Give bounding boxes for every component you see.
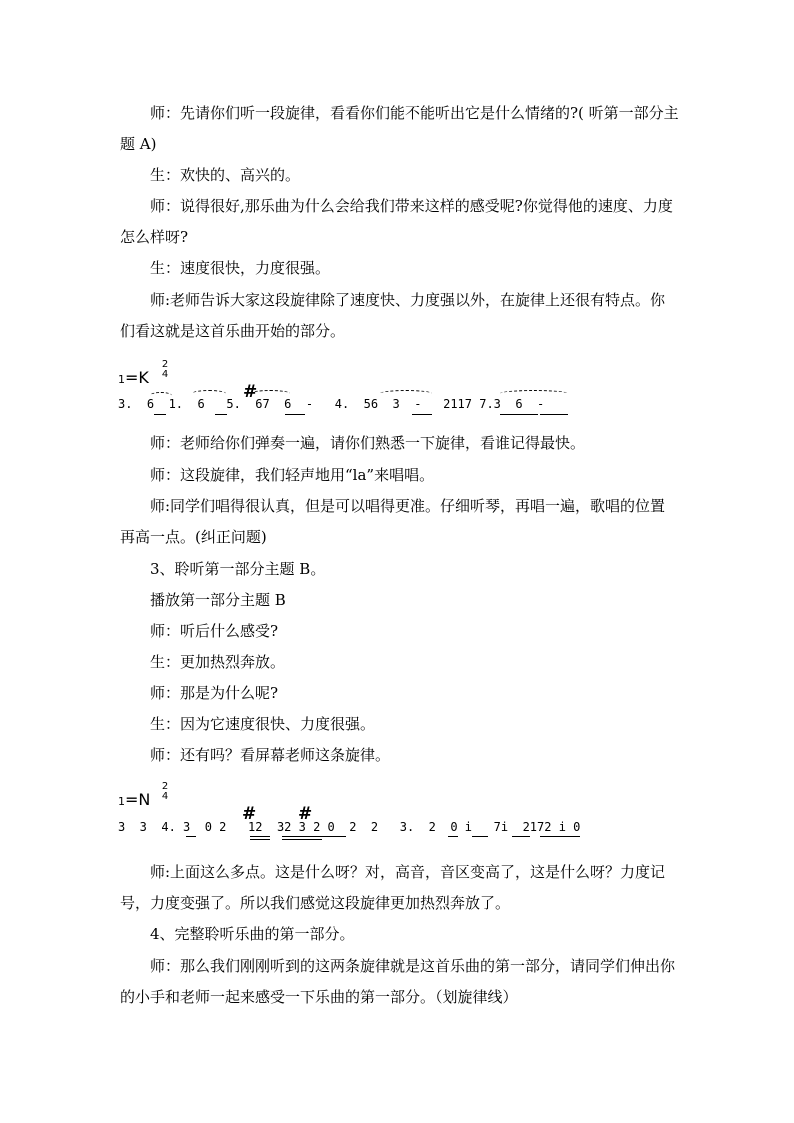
- score-2-time-top: 2: [161, 781, 169, 792]
- paragraph-16: [120, 857, 680, 919]
- score-1-key-one: 1: [118, 373, 125, 386]
- paragraph-2: [120, 160, 680, 191]
- paragraph-3-text: 师：说得很好,那乐曲为什么会给我们带来这样的感受呢?你觉得他的速度、力度怎么样呀?: [120, 197, 673, 246]
- paragraph-10-text: 播放第一部分主题 B: [150, 591, 286, 609]
- score-2-time-bottom: 4: [161, 791, 169, 802]
- score-1-underline: [154, 414, 166, 415]
- paragraph-13-text: 师：那是为什么呢?: [150, 684, 279, 702]
- paragraph-16-text: 师:上面这么多点。这是什么呀？对，高音，音区变高了，这是什么呀？力度记号，力度变强了。所以我们感觉这段旋律更加热烈奔放了。: [120, 863, 666, 912]
- score-2-underline: [250, 836, 270, 837]
- paragraph-15: [120, 740, 680, 771]
- score-1-notes: 3. 6 1. 6 5. 67 6 - 4. 56 3 - 2117 7.3 6 -: [118, 397, 545, 411]
- paragraph-14: [120, 709, 680, 740]
- paragraph-4: [120, 253, 680, 284]
- paragraph-2-text: 生：欢快的、高兴的。: [150, 166, 301, 184]
- paragraph-12-text: 生：更加热烈奔放。: [150, 653, 286, 671]
- score-2-sharp-2: #: [298, 804, 313, 824]
- score-2-time-signature: [160, 782, 170, 802]
- paragraph-11: [120, 616, 680, 647]
- paragraph-18: [120, 951, 680, 1013]
- score-2-key-name: =N: [125, 790, 151, 809]
- paragraph-18-text: 师：那么我们刚刚听到的这两条旋律就是这首乐曲的第一部分，请同学们伸出你的小手和老师一起来感受一下乐曲的第一部分。（划旋律线）: [120, 957, 676, 1006]
- paragraph-7-text: 师：这段旋律，我们轻声地用“la”来唱唱。: [150, 466, 435, 484]
- paragraph-8-text: 师:同学们唱得很认真，但是可以唱得更准。仔细听琴，再唱一遍，歌唱的位置再高一点。(纠正问题): [120, 497, 666, 546]
- score-1-underline: [540, 414, 568, 415]
- paragraph-17-text: 4、完整聆听乐曲的第一部分。: [150, 925, 355, 943]
- paragraph-4-text: 生：速度很快，力度很强。: [150, 259, 331, 277]
- paragraph-3: [120, 191, 680, 253]
- score-2-key-one: 1: [118, 795, 125, 808]
- score-1-time-signature: [160, 360, 170, 380]
- score-1-slur: [250, 390, 290, 397]
- score-2-underline: [282, 836, 346, 837]
- paragraph-15-text: 师：还有吗？看屏幕老师这条旋律。: [150, 746, 391, 764]
- paragraph-9: [120, 554, 680, 585]
- score-1-slur: [500, 390, 568, 397]
- score-2-sharp-1: #: [242, 804, 257, 824]
- score-1-slur: [380, 390, 432, 397]
- paragraph-1-text: 师：先请你们听一段旋律，看看你们能不能听出它是什么情绪的?( 听第一部分主题 A): [120, 104, 679, 153]
- paragraph-11-text: 师：听后什么感受?: [150, 622, 279, 640]
- score-2-underline: [512, 836, 530, 837]
- score-1-slur: [150, 392, 172, 399]
- score-2-underline: [540, 836, 580, 837]
- score-2-key: [118, 781, 169, 809]
- paragraph-12: [120, 647, 680, 678]
- score-1-underline: [500, 414, 538, 415]
- score-1-time-top: 2: [161, 359, 169, 370]
- paragraph-8: [120, 491, 680, 553]
- paragraph-5: [120, 285, 680, 347]
- score-2-notes: 3 3 4. 3 0 2 12 32 3 2 0 2 2 3. 2 0 i 7i 2172 i 0: [118, 820, 581, 834]
- score-2-underline: [472, 836, 488, 837]
- paragraph-1: [120, 98, 680, 160]
- score-1-key: [118, 359, 169, 387]
- score-1-key-name: =K: [125, 368, 149, 387]
- paragraph-6: [120, 428, 680, 459]
- paragraph-7: [120, 460, 680, 491]
- paragraph-13: [120, 678, 680, 709]
- score-1-underline: [215, 414, 227, 415]
- paragraph-6-text: 师：老师给你们弹奏一遍，请你们熟悉一下旋律，看谁记得最快。: [150, 434, 586, 452]
- paragraph-9-text: 3、聆听第一部分主题 B。: [150, 560, 326, 578]
- paragraph-14-text: 生：因为它速度很快、力度很强。: [150, 715, 376, 733]
- score-1-sharp: #: [243, 382, 258, 402]
- paragraph-10: [120, 585, 680, 616]
- score-1-time-bottom: 4: [161, 369, 169, 380]
- score-1-slur: [192, 390, 226, 397]
- paragraph-5-text: 师:老师告诉大家这段旋律除了速度快、力度强以外，在旋律上还很有特点。你们看这就是这首乐曲开始的部分。: [120, 291, 666, 340]
- score-2-underline: [250, 839, 270, 840]
- paragraph-17: [120, 919, 680, 950]
- score-2-underline: [282, 839, 322, 840]
- score-1-underline: [285, 414, 305, 415]
- score-1-underline: [412, 414, 432, 415]
- score-2-underline: [186, 836, 196, 837]
- score-2-underline: [448, 836, 458, 837]
